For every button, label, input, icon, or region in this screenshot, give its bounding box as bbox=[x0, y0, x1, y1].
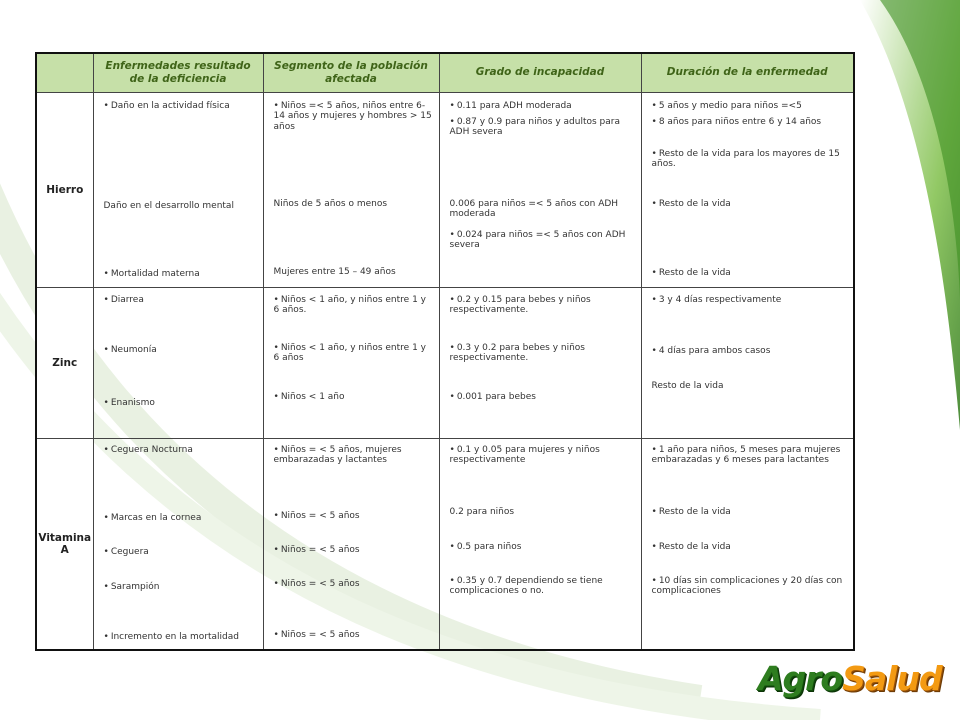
list-item: • 1 año para niños, 5 meses para mujeres embarazadas y 6 meses para lactantes bbox=[652, 445, 848, 467]
list-item: • 4 días para ambos casos bbox=[652, 346, 848, 357]
list-item: • 0.35 y 0.7 dependiendo se tiene complicaciones o no. bbox=[450, 576, 635, 598]
deficiency-diseases-table bbox=[35, 52, 855, 651]
list-item: • Resto de la vida bbox=[652, 542, 848, 553]
list-item: • 8 años para niños entre 6 y 14 años bbox=[652, 117, 848, 128]
table-row-hierro bbox=[36, 92, 854, 287]
cell-zinc-duration bbox=[641, 287, 854, 438]
list-item: • Ceguera Nocturna bbox=[104, 445, 257, 456]
list-item: • Resto de la vida bbox=[652, 268, 848, 279]
cell-hierro-diseases bbox=[93, 92, 263, 287]
logo-agro-text: Agro bbox=[758, 659, 843, 698]
list-item: • Resto de la vida bbox=[652, 199, 848, 210]
table-row-vitamina-a bbox=[36, 438, 854, 650]
cell-hierro-duration bbox=[641, 92, 854, 287]
table-header-row bbox=[36, 53, 854, 92]
agrosalud-logo bbox=[758, 659, 942, 698]
cell-vitamina-a-disability bbox=[439, 438, 641, 650]
list-item: • 3 y 4 días respectivamente bbox=[652, 295, 848, 306]
list-item: • Niños = < 5 años bbox=[274, 630, 433, 641]
list-item: • Niños < 1 año, y niños entre 1 y 6 años. bbox=[274, 295, 433, 317]
list-item: • Niños = < 5 años bbox=[274, 545, 433, 556]
row-label-hierro: Hierro bbox=[36, 92, 93, 287]
list-item: • 0.2 y 0.15 para bebes y niños respectivamente. bbox=[450, 295, 635, 317]
list-item: 0.006 para niños =< 5 años con ADH moderada bbox=[449, 198, 619, 220]
list-item: • Niños < 1 año bbox=[274, 392, 433, 403]
list-item: • Marcas en la cornea bbox=[104, 513, 257, 524]
list-item: • Ceguera bbox=[104, 547, 257, 558]
header-duration: Duración de la enfermedad bbox=[641, 53, 854, 92]
table-row-zinc bbox=[36, 287, 854, 438]
cell-vitamina-a-duration bbox=[641, 438, 854, 650]
list-item: • 5 años y medio para niños =<5 bbox=[652, 101, 848, 112]
list-item: • Niños = < 5 años bbox=[274, 579, 433, 590]
list-item: • Diarrea bbox=[104, 295, 257, 306]
logo-salud-text: Salud bbox=[842, 659, 942, 698]
list-item: • Niños = < 5 años bbox=[274, 511, 433, 522]
cell-vitamina-a-population bbox=[263, 438, 439, 650]
list-item: • Incremento en la mortalidad bbox=[104, 632, 257, 643]
list-item: • Resto de la vida bbox=[652, 507, 848, 518]
list-item: Resto de la vida bbox=[651, 380, 724, 391]
list-item: Mujeres entre 15 – 49 años bbox=[273, 266, 396, 277]
list-item: • 0.1 y 0.05 para mujeres y niños respectivamente bbox=[450, 445, 635, 467]
header-population: Segmento de la población afectada bbox=[263, 53, 439, 92]
list-item: • 0.87 y 0.9 para niños y adultos para ADH severa bbox=[450, 117, 635, 139]
list-item: • Neumonía bbox=[104, 345, 257, 356]
list-item: • Niños < 1 año, y niños entre 1 y 6 años bbox=[274, 343, 433, 365]
list-item: • 10 días sin complicaciones y 20 días con complicaciones bbox=[652, 576, 848, 598]
header-corner bbox=[36, 53, 93, 92]
cell-hierro-disability bbox=[439, 92, 641, 287]
list-item: • 0.024 para niños =< 5 años con ADH severa bbox=[450, 230, 635, 252]
cell-zinc-disability bbox=[439, 287, 641, 438]
list-item: 0.2 para niños bbox=[449, 506, 515, 517]
list-item: Daño en el desarrollo mental bbox=[103, 200, 234, 211]
list-item: • 0.11 para ADH moderada bbox=[450, 101, 635, 112]
list-item: • Mortalidad materna bbox=[104, 269, 257, 280]
cell-zinc-diseases bbox=[93, 287, 263, 438]
list-item: • Resto de la vida para los mayores de 15 años. bbox=[652, 149, 848, 171]
list-item: • 0.3 y 0.2 para bebes y niños respectivamente. bbox=[450, 343, 635, 365]
list-item: • Sarampión bbox=[104, 582, 257, 593]
cell-zinc-population bbox=[263, 287, 439, 438]
list-item: • Niños =< 5 años, niños entre 6-14 años y mujeres y hombres > 15 años bbox=[274, 101, 433, 134]
list-item: Niños de 5 años o menos bbox=[273, 198, 388, 209]
header-diseases: Enfermedades resultado de la deficiencia bbox=[93, 53, 263, 92]
row-label-zinc: Zinc bbox=[36, 287, 93, 438]
list-item: • Enanismo bbox=[104, 398, 257, 409]
list-item: • 0.001 para bebes bbox=[450, 392, 635, 403]
row-label-vitamina-a: Vitamina A bbox=[36, 438, 93, 650]
list-item: • 0.5 para niños bbox=[450, 542, 635, 553]
list-item: • Daño en la actividad física bbox=[104, 101, 257, 112]
list-item: • Niños = < 5 años, mujeres embarazadas y lactantes bbox=[274, 445, 433, 467]
header-disability: Grado de incapacidad bbox=[439, 53, 641, 92]
cell-hierro-population bbox=[263, 92, 439, 287]
cell-vitamina-a-diseases bbox=[93, 438, 263, 650]
